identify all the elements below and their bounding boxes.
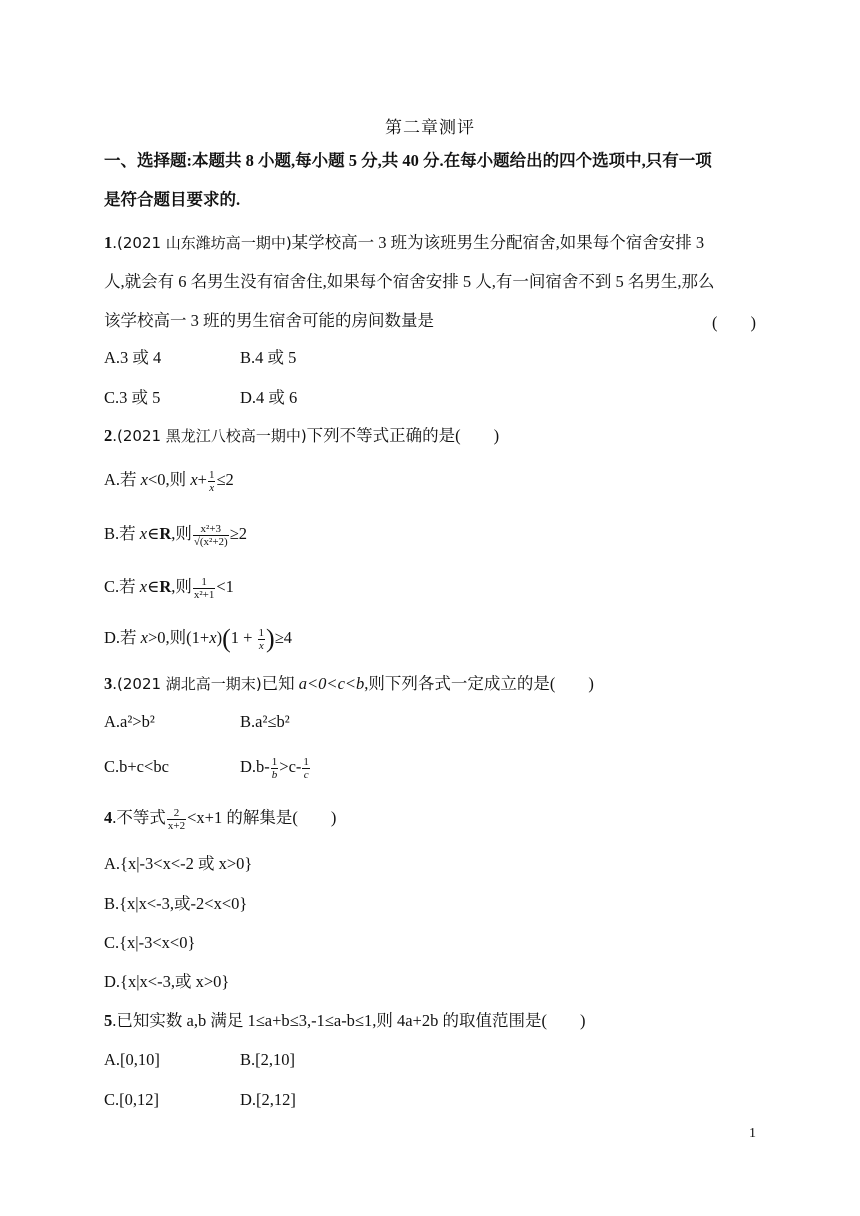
math: a<0<c<b	[298, 674, 365, 693]
fraction	[302, 756, 310, 781]
page-title: 第二章测评	[385, 118, 475, 137]
var: c	[303, 768, 309, 781]
question-4-number: 4	[104, 808, 113, 827]
text: <0,则	[148, 470, 191, 489]
question-1-source: .(2021 山东潍坊高一期中)	[112, 234, 292, 252]
denominator	[302, 769, 310, 781]
text: A.若	[104, 470, 141, 489]
question-5-option-b: B.[2,10]	[240, 1050, 295, 1069]
question-2-option-d	[104, 626, 292, 652]
question-2-text: 下列不等式正确的是( )	[306, 426, 500, 445]
var: x	[209, 628, 217, 647]
text: <1	[216, 577, 234, 596]
var: x	[209, 481, 215, 494]
question-3-number: 3	[104, 674, 113, 693]
text: 已知	[261, 674, 299, 693]
numerator: 1	[271, 755, 278, 768]
question-5-stem	[104, 1009, 585, 1033]
text: D.若	[104, 628, 141, 647]
var: x	[140, 628, 148, 647]
var: x	[140, 470, 148, 489]
denominator	[271, 769, 279, 781]
question-4-option-a: A.{x|-3<x<-2 或 x>0}	[104, 854, 253, 873]
question-1-option-d: D.4 或 6	[240, 388, 298, 407]
text: ≤2	[216, 470, 234, 489]
text: ,则	[171, 577, 192, 596]
left-paren: (	[222, 624, 231, 654]
denominator: √(x²+2)	[193, 535, 228, 548]
question-3-option-b: B.a²≤b²	[240, 712, 290, 731]
section-heading-line1: 一、选择题:本题共 8 小题,每小题 5 分,共 40 分.在每小题给出的四个选项中,只有一项	[104, 151, 712, 170]
question-3-stem	[104, 672, 594, 696]
question-1-option-b: B.4 或 5	[240, 348, 297, 367]
text: ∈	[147, 524, 160, 543]
denominator: x²+1	[193, 588, 215, 601]
denominator	[208, 482, 216, 494]
fraction	[208, 469, 216, 494]
question-2-number: 2	[104, 426, 113, 445]
text: .已知实数 a,b 满足 1≤a+b≤3,-1≤a-b≤1,则 4a+2b 的取值范围是( )	[112, 1011, 586, 1030]
fraction	[167, 807, 186, 832]
question-1-line3: 该学校高一 3 班的男生宿舍可能的房间数量是	[104, 311, 434, 330]
question-5-option-d: D.[2,12]	[240, 1090, 296, 1109]
text: ∈	[147, 577, 160, 596]
numerator: 2	[167, 807, 186, 820]
text: .不等式	[112, 808, 166, 827]
text: >0,则(1+	[148, 628, 210, 647]
question-1-option-a: A.3 或 4	[104, 348, 162, 367]
question-3-source: .(2021 湖北高一期末)	[112, 675, 262, 693]
text: >c-	[279, 757, 302, 776]
numerator: 1	[303, 755, 309, 768]
question-2-stem	[104, 424, 499, 448]
question-5-number: 5	[104, 1011, 113, 1030]
denominator	[258, 640, 266, 652]
fraction	[258, 627, 266, 652]
var: x	[139, 577, 148, 596]
question-2-source: .(2021 黑龙江八校高一期中)	[112, 427, 307, 445]
question-3-option-c: C.b+c<bc	[104, 757, 169, 776]
set-symbol: R	[159, 524, 172, 543]
question-1-number: 1	[104, 233, 113, 252]
fraction	[193, 576, 216, 601]
question-4-stem	[104, 806, 336, 832]
question-1-line2: 人,就会有 6 名男生没有宿舍住,如果每个宿舍安排 5 人,有一间宿舍不到 5 名男生,那么	[104, 272, 715, 291]
question-1-text: 某学校高一 3 班为该班男生分配宿舍,如果每个宿舍安排 3	[291, 233, 705, 252]
set-symbol: R	[159, 577, 172, 596]
question-4-option-d: D.{x|x<-3,或 x>0}	[104, 972, 230, 991]
var: x	[190, 470, 198, 489]
text: ≥4	[274, 628, 293, 647]
question-1-line1	[104, 231, 704, 255]
text: <x+1 的解集是( )	[187, 808, 337, 827]
right-paren: )	[266, 624, 275, 654]
var: x	[258, 639, 264, 652]
question-2-option-a	[104, 468, 234, 494]
var: x	[139, 524, 148, 543]
question-3-option-a: A.a²>b²	[104, 712, 155, 731]
question-5-option-a: A.[0,10]	[104, 1050, 160, 1069]
question-5-option-c: C.[0,12]	[104, 1090, 159, 1109]
text: ,则下列各式一定成立的是( )	[364, 674, 594, 693]
fraction	[193, 523, 229, 548]
text: ,则	[171, 524, 192, 543]
denominator: x+2	[167, 819, 186, 832]
text: D.b-	[240, 757, 270, 776]
question-4-option-b: B.{x|x<-3,或-2<x<0}	[104, 894, 248, 913]
question-1-option-c: C.3 或 5	[104, 388, 161, 407]
question-2-option-c	[104, 575, 234, 601]
question-1-answer-paren: ( )	[712, 313, 756, 332]
text: ≥2	[229, 524, 248, 543]
fraction	[271, 756, 279, 781]
text: C.若	[104, 577, 140, 596]
numerator: 1	[258, 626, 265, 639]
section-heading-line2: 是符合题目要求的.	[104, 190, 241, 209]
numerator: 1	[208, 468, 215, 481]
numerator: x²+3	[193, 523, 229, 536]
text: B.若	[104, 524, 140, 543]
text: +	[197, 470, 207, 489]
question-4-option-c: C.{x|-3<x<0}	[104, 933, 196, 952]
numerator: 1	[193, 576, 216, 589]
text: 1 +	[230, 628, 257, 647]
var: b	[271, 768, 278, 781]
page-number: 1	[749, 1126, 756, 1141]
question-2-option-b	[104, 522, 247, 548]
question-3-option-d	[240, 755, 311, 781]
text: )	[216, 628, 223, 647]
